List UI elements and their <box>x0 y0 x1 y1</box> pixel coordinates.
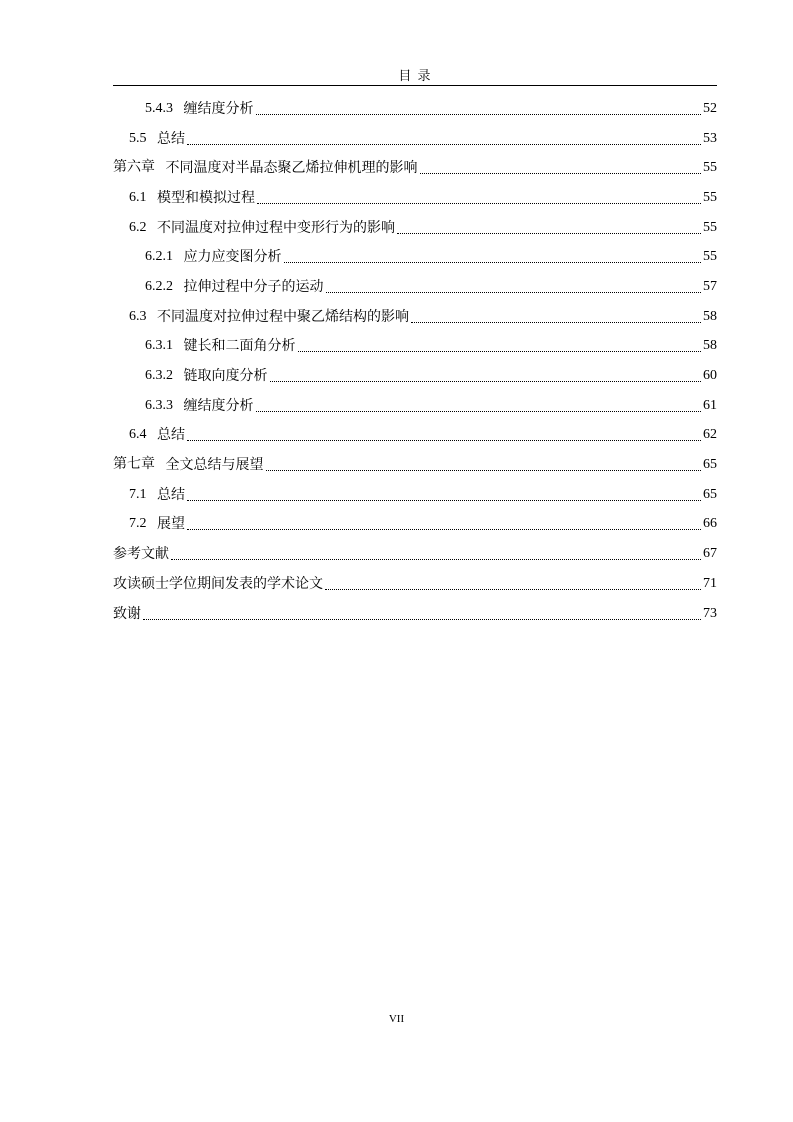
toc-entry-title: 应力应变图分析 <box>183 249 282 266</box>
toc-dot-leader <box>270 370 702 382</box>
toc-entry-number: 6.3.2 <box>145 368 173 384</box>
toc-entry-number: 6.3.1 <box>145 338 173 354</box>
toc-entry[interactable] <box>113 242 717 272</box>
toc-entry[interactable] <box>113 391 717 421</box>
toc-entry-spacer <box>173 399 184 413</box>
toc-entry-spacer <box>147 310 158 324</box>
toc-entry-title: 致谢 <box>113 605 141 622</box>
toc-entry-title: 不同温度对半晶态聚乙烯拉伸机理的影响 <box>165 160 418 177</box>
toc-entry-number: 6.2 <box>129 219 147 235</box>
toc-entry-title: 缠结度分析 <box>183 397 254 414</box>
toc-entry-spacer <box>155 458 166 472</box>
toc-dot-leader <box>298 340 702 352</box>
page-header-title: 目 录 <box>398 69 432 84</box>
table-of-contents <box>113 94 717 628</box>
toc-entry-spacer <box>173 250 184 264</box>
toc-entry-title: 不同温度对拉伸过程中聚乙烯结构的影响 <box>157 308 409 325</box>
toc-entry[interactable] <box>113 421 717 451</box>
page-header <box>113 63 717 86</box>
toc-entry[interactable] <box>113 124 717 154</box>
toc-entry[interactable] <box>113 450 717 480</box>
toc-entry-page: 61 <box>703 397 717 413</box>
toc-entry-page: 55 <box>703 249 717 265</box>
page-number: VII <box>388 1013 405 1025</box>
toc-entry-title: 攻读硕士学位期间发表的学术论文 <box>113 575 323 592</box>
toc-entry-spacer <box>155 161 166 175</box>
toc-entry-title: 总结 <box>157 427 185 444</box>
toc-dot-leader <box>397 222 701 234</box>
toc-entry-page: 62 <box>703 427 717 443</box>
toc-entry-title: 总结 <box>157 486 185 503</box>
toc-entry-title: 链取向度分析 <box>183 368 268 385</box>
toc-dot-leader <box>325 578 701 590</box>
toc-entry-spacer <box>147 428 158 442</box>
toc-entry-title: 全文总结与展望 <box>165 457 264 474</box>
toc-dot-leader <box>187 518 701 530</box>
toc-entry-page: 55 <box>703 160 717 176</box>
toc-entry[interactable] <box>113 569 717 599</box>
toc-entry-page: 58 <box>703 308 717 324</box>
toc-entry-page: 58 <box>703 338 717 354</box>
toc-entry-title: 键长和二面角分析 <box>183 338 296 355</box>
toc-entry-number: 5.4.3 <box>145 100 173 116</box>
toc-entry-page: 60 <box>703 368 717 384</box>
toc-dot-leader <box>171 548 701 560</box>
toc-entry-spacer <box>147 132 158 146</box>
toc-entry-page: 53 <box>703 130 717 146</box>
toc-dot-leader <box>420 162 702 174</box>
toc-entry[interactable] <box>113 361 717 391</box>
toc-entry[interactable] <box>113 302 717 332</box>
toc-entry-spacer <box>147 191 158 205</box>
toc-entry[interactable] <box>113 94 717 124</box>
toc-entry-title: 展望 <box>157 516 185 533</box>
toc-entry-page: 52 <box>703 100 717 116</box>
toc-entry-spacer <box>173 369 184 383</box>
toc-dot-leader <box>143 608 701 620</box>
toc-entry-number: 6.2.2 <box>145 278 173 294</box>
toc-entry[interactable] <box>113 183 717 213</box>
toc-dot-leader <box>187 489 701 501</box>
toc-entry-number: 6.3.3 <box>145 397 173 413</box>
toc-entry-spacer <box>173 339 184 353</box>
toc-entry[interactable] <box>113 272 717 302</box>
toc-entry-title: 模型和模拟过程 <box>157 189 255 206</box>
toc-entry-number: 7.2 <box>129 516 147 532</box>
toc-dot-leader <box>257 192 701 204</box>
toc-dot-leader <box>187 133 701 145</box>
toc-entry-number: 6.3 <box>129 308 147 324</box>
toc-entry-title: 参考文献 <box>113 546 169 563</box>
toc-entry-spacer <box>147 221 158 235</box>
toc-dot-leader <box>187 429 701 441</box>
toc-entry[interactable] <box>113 332 717 362</box>
toc-entry[interactable] <box>113 153 717 183</box>
toc-entry-page: 73 <box>703 605 717 621</box>
toc-dot-leader <box>256 400 702 412</box>
toc-entry-page: 66 <box>703 516 717 532</box>
toc-entry-title: 总结 <box>157 130 185 147</box>
toc-entry-title: 缠结度分析 <box>183 100 254 117</box>
toc-dot-leader <box>266 459 702 471</box>
toc-entry-spacer <box>147 517 158 531</box>
toc-dot-leader <box>411 311 701 323</box>
toc-entry-title: 不同温度对拉伸过程中变形行为的影响 <box>157 219 395 236</box>
toc-entry-page: 65 <box>703 457 717 473</box>
toc-entry-number: 第六章 <box>113 160 155 176</box>
toc-entry-page: 65 <box>703 486 717 502</box>
toc-entry-spacer <box>147 488 158 502</box>
toc-entry-number: 6.2.1 <box>145 249 173 265</box>
toc-entry[interactable] <box>113 599 717 629</box>
toc-entry-spacer <box>173 102 184 116</box>
toc-dot-leader <box>256 103 702 115</box>
toc-dot-leader <box>326 281 702 293</box>
toc-entry-number: 5.5 <box>129 130 147 146</box>
toc-entry-number: 第七章 <box>113 457 155 473</box>
toc-entry[interactable] <box>113 213 717 243</box>
toc-entry-page: 71 <box>703 575 717 591</box>
toc-entry-number: 6.4 <box>129 427 147 443</box>
toc-entry-page: 55 <box>703 219 717 235</box>
toc-entry-title: 拉伸过程中分子的运动 <box>183 278 324 295</box>
toc-dot-leader <box>284 251 702 263</box>
toc-entry-page: 55 <box>703 189 717 205</box>
toc-entry-page: 57 <box>703 278 717 294</box>
toc-entry-number: 6.1 <box>129 189 147 205</box>
toc-entry[interactable] <box>113 480 717 510</box>
toc-entry-number: 7.1 <box>129 486 147 502</box>
toc-entry-spacer <box>173 280 184 294</box>
toc-entry[interactable] <box>113 510 717 540</box>
toc-entry[interactable] <box>113 539 717 569</box>
toc-entry-page: 67 <box>703 546 717 562</box>
